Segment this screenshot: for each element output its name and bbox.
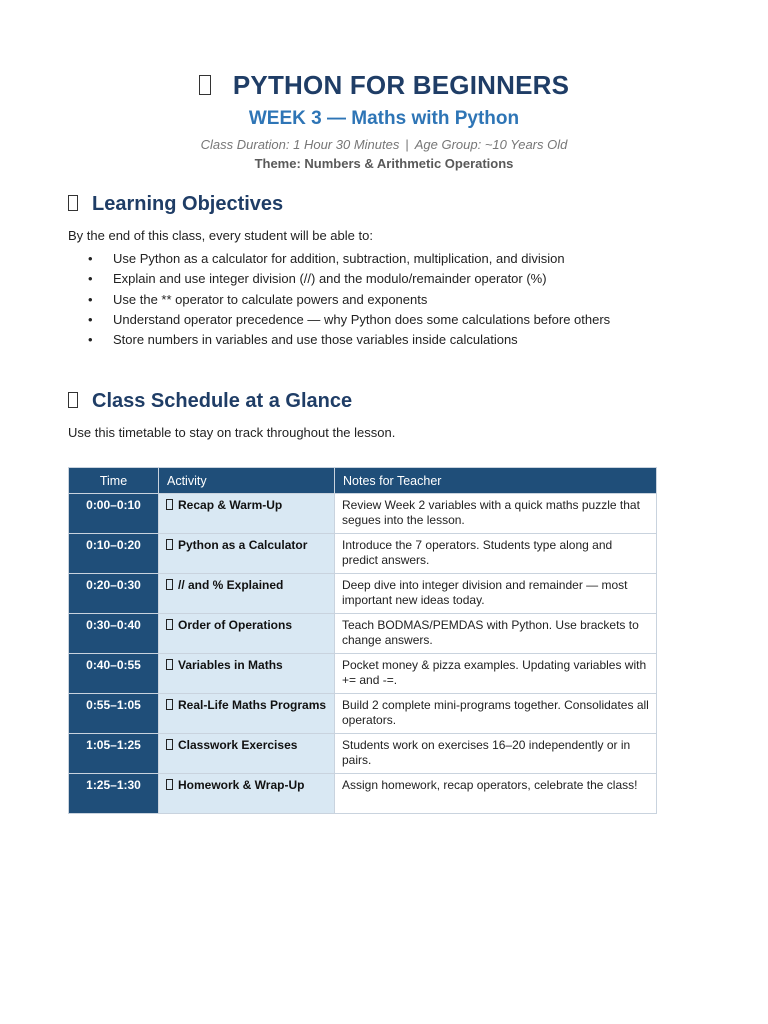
document-title [0, 70, 768, 101]
activity-cell [159, 534, 335, 574]
notes-cell: Students work on exercises 16–20 independently or in pairs. [335, 734, 657, 774]
list-item: • Store numbers in variables and use those variables inside calculations [68, 332, 610, 352]
missing-glyph-icon [166, 699, 173, 710]
time-cell: 0:10–0:20 [69, 534, 159, 574]
notes-cell: Introduce the 7 operators. Students type along and predict answers. [335, 534, 657, 574]
schedule-table [68, 467, 657, 814]
time-cell: 0:20–0:30 [69, 574, 159, 614]
document-title-text: PYTHON FOR BEGINNERS [232, 70, 570, 100]
activity-cell [159, 614, 335, 654]
notes-cell: Assign homework, recap operators, celebrate the class! [335, 774, 657, 814]
table-row [69, 694, 657, 734]
missing-glyph-icon [166, 779, 173, 790]
table-row [69, 534, 657, 574]
list-item: • Explain and use integer division (//) and the modulo/remainder operator (%) [68, 271, 610, 291]
missing-glyph-icon [166, 539, 173, 550]
activity-cell [159, 694, 335, 734]
schedule-heading-text: Class Schedule at a Glance [92, 390, 353, 412]
document-subtitle: WEEK 3 — Maths with Python [248, 108, 520, 129]
meta-separator: | [405, 137, 409, 152]
activity-text: // and % Explained [178, 578, 284, 592]
list-item: • Use Python as a calculator for addition, subtraction, multiplication, and division [68, 251, 610, 271]
table-row [69, 734, 657, 774]
list-item: • Use the ** operator to calculate powers and exponents [68, 292, 610, 312]
missing-glyph-icon [166, 619, 173, 630]
time-cell: 0:55–1:05 [69, 694, 159, 734]
notes-cell: Pocket money & pizza examples. Updating variables with += and -=. [335, 654, 657, 694]
class-duration: Class Duration: 1 Hour 30 Minutes [200, 137, 400, 152]
objectives-heading [68, 193, 283, 216]
notes-cell: Build 2 complete mini-programs together. Consolidates all operators. [335, 694, 657, 734]
time-cell: 0:30–0:40 [69, 614, 159, 654]
notes-cell: Deep dive into integer division and remainder — most important new ideas today. [335, 574, 657, 614]
activity-text: Variables in Maths [178, 658, 283, 672]
class-theme: Theme: Numbers & Arithmetic Operations [254, 156, 514, 171]
table-row [69, 494, 657, 534]
column-header-activity: Activity [159, 468, 335, 494]
objectives-list [68, 251, 610, 352]
time-cell: 1:05–1:25 [69, 734, 159, 774]
activity-cell [159, 774, 335, 814]
table-row [69, 614, 657, 654]
activity-text: Classwork Exercises [178, 738, 298, 752]
activity-text: Python as a Calculator [178, 538, 308, 552]
table-row [69, 774, 657, 814]
activity-text: Homework & Wrap-Up [178, 778, 305, 792]
objectives-intro: By the end of this class, every student will be able to: [68, 228, 373, 243]
time-cell: 1:25–1:30 [69, 774, 159, 814]
list-item: • Understand operator precedence — why Python does some calculations before others [68, 312, 610, 332]
missing-glyph-icon [166, 659, 173, 670]
table-row [69, 654, 657, 694]
objectives-heading-text: Learning Objectives [92, 193, 284, 215]
activity-text: Order of Operations [178, 618, 293, 632]
time-cell: 0:40–0:55 [69, 654, 159, 694]
activity-cell [159, 654, 335, 694]
schedule-heading [68, 390, 352, 413]
time-cell: 0:00–0:10 [69, 494, 159, 534]
column-header-notes: Notes for Teacher [335, 468, 657, 494]
age-group: Age Group: ~10 Years Old [414, 137, 568, 152]
notes-cell: Review Week 2 variables with a quick maths puzzle that segues into the lesson. [335, 494, 657, 534]
activity-cell [159, 574, 335, 614]
schedule-intro: Use this timetable to stay on track throughout the lesson. [68, 425, 396, 440]
missing-glyph-icon [166, 499, 173, 510]
activity-cell [159, 734, 335, 774]
missing-glyph-icon [68, 392, 78, 408]
missing-glyph-icon [199, 75, 211, 95]
activity-cell [159, 494, 335, 534]
activity-text: Real-Life Maths Programs [178, 698, 327, 712]
column-header-time: Time [69, 468, 159, 494]
missing-glyph-icon [166, 739, 173, 750]
table-header-row [69, 468, 657, 494]
activity-text: Recap & Warm-Up [178, 498, 283, 512]
class-meta [0, 137, 768, 152]
missing-glyph-icon [68, 195, 78, 211]
missing-glyph-icon [166, 579, 173, 590]
notes-cell: Teach BODMAS/PEMDAS with Python. Use brackets to change answers. [335, 614, 657, 654]
table-row [69, 574, 657, 614]
